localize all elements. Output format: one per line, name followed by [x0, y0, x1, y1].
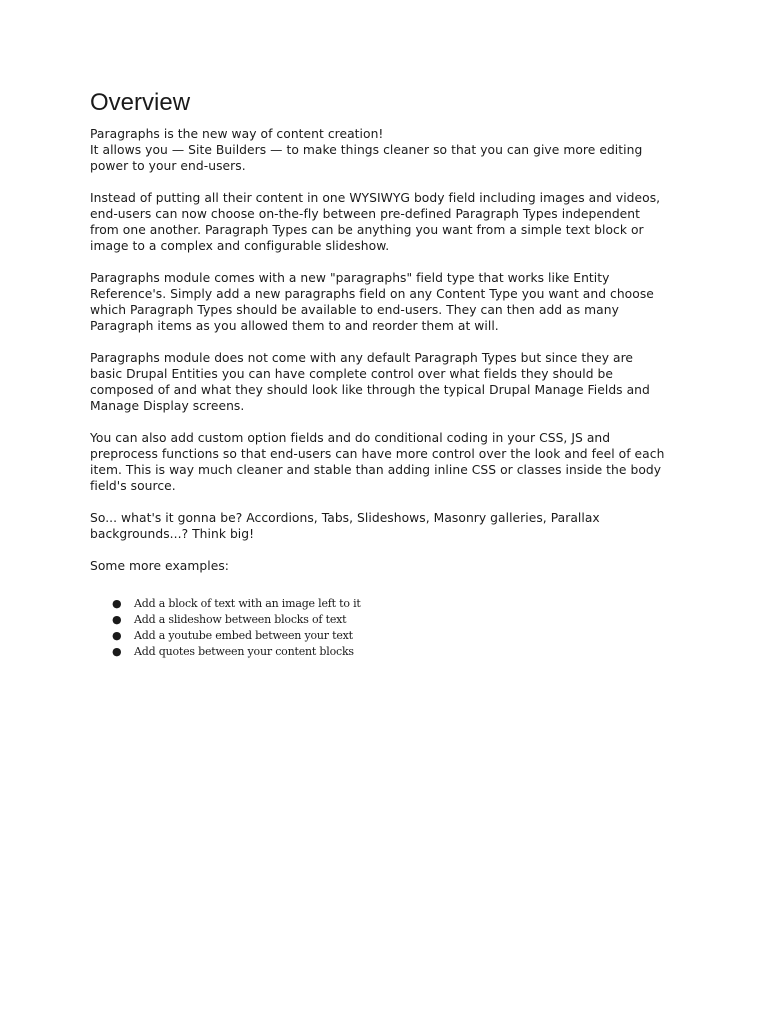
text-line: end-users can now choose on-the-fly between pre-defined Paragraph Types independent	[90, 207, 641, 221]
list-item-text: Add a youtube embed between your text	[134, 629, 353, 642]
text-line: Instead of putting all their content in one WYSIWYG body field including images and videos,	[90, 191, 661, 205]
list-item	[112, 612, 690, 628]
text-line: Some more examples:	[90, 559, 229, 573]
text-line: which Paragraph Types should be available to end-users. They can then add as many	[90, 303, 619, 317]
paragraph-think-big	[90, 510, 690, 542]
text-line: You can also add custom option fields and do conditional coding in your CSS, JS and	[90, 431, 611, 445]
text-line: Paragraph items as you allowed them to and reorder them at will.	[90, 319, 499, 333]
document-page	[90, 88, 690, 660]
paragraph-custom-options	[90, 430, 690, 494]
list-item	[112, 596, 690, 612]
text-line: It allows you — Site Builders — to make things cleaner so that you can give more editing	[90, 143, 643, 157]
text-line: Paragraphs module does not come with any default Paragraph Types but since they are	[90, 351, 634, 365]
bullet-icon: ●	[112, 629, 122, 642]
paragraph-entities	[90, 350, 690, 414]
bullet-icon: ●	[112, 597, 122, 610]
list-item-text: Add a block of text with an image left to it	[134, 597, 361, 610]
list-item-text: Add quotes between your content blocks	[134, 645, 354, 658]
page-title: Overview	[90, 89, 191, 116]
examples-list	[90, 596, 690, 660]
text-line: Manage Display screens.	[90, 399, 245, 413]
paragraph-examples-intro	[90, 558, 690, 574]
text-line: item. This is way much cleaner and stable than adding inline CSS or classes inside the body	[90, 463, 662, 477]
paragraph-wysiwyg	[90, 190, 690, 254]
text-line: composed of and what they should look like through the typical Drupal Manage Fields and	[90, 383, 650, 397]
text-line: basic Drupal Entities you can have complete control over what fields they should be	[90, 367, 614, 381]
bullet-icon: ●	[112, 645, 122, 658]
text-line: Paragraphs module comes with a new "paragraphs" field type that works like Entity	[90, 271, 610, 285]
text-line: So... what's it gonna be? Accordions, Tabs, Slideshows, Masonry galleries, Parallax	[90, 511, 600, 525]
paragraph-intro	[90, 126, 690, 174]
text-line: backgrounds...? Think big!	[90, 527, 255, 541]
text-line: Paragraphs is the new way of content creation!	[90, 127, 384, 141]
text-line: from one another. Paragraph Types can be anything you want from a simple text block or	[90, 223, 644, 237]
text-line: Reference's. Simply add a new paragraphs field on any Content Type you want and choose	[90, 287, 654, 301]
text-line: image to a complex and configurable slideshow.	[90, 239, 390, 253]
list-item	[112, 628, 690, 644]
text-line: preprocess functions so that end-users can have more control over the look and feel of each	[90, 447, 665, 461]
text-line: power to your end-users.	[90, 159, 246, 173]
list-item	[112, 644, 690, 660]
paragraph-field-type	[90, 270, 690, 334]
list-item-text: Add a slideshow between blocks of text	[134, 613, 347, 626]
text-line: field's source.	[90, 479, 176, 493]
bullet-icon: ●	[112, 613, 122, 626]
